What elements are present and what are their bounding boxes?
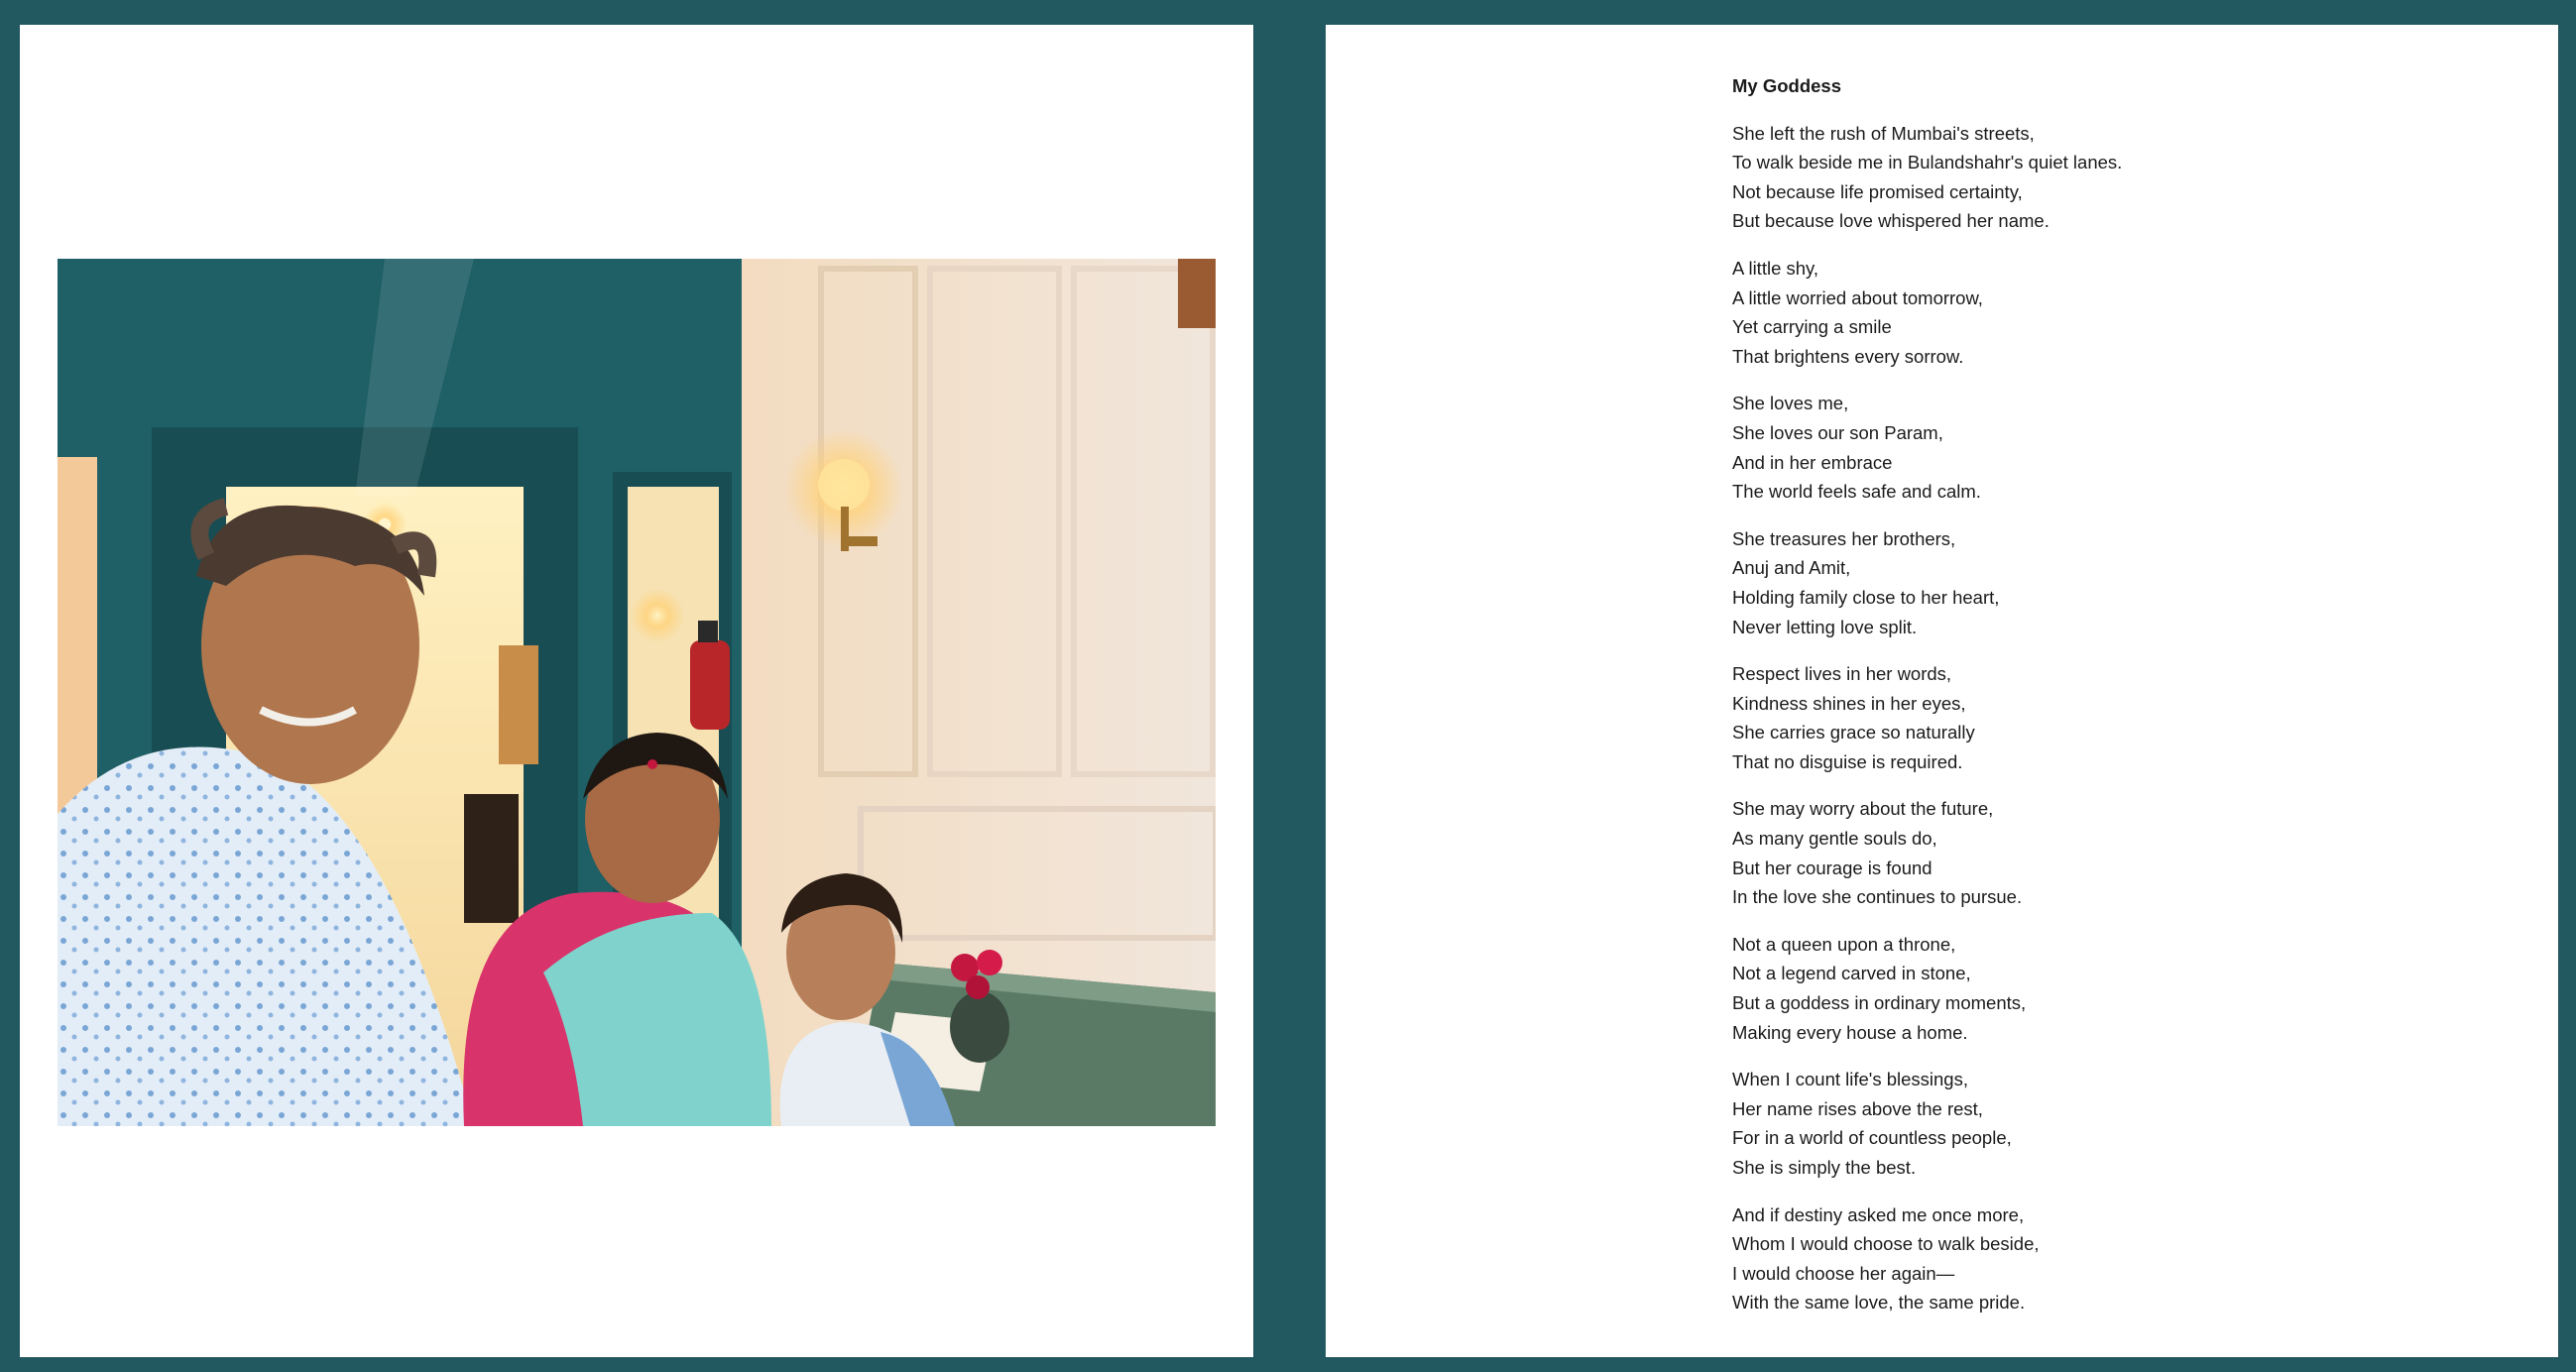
family-photo-illustration xyxy=(58,259,1216,1126)
poem-line: Her name rises above the rest, xyxy=(1732,1097,1983,1119)
poem-line: Yet carrying a smile xyxy=(1732,316,1892,338)
poem-line: And if destiny asked me once more, xyxy=(1732,1203,2025,1225)
stanza xyxy=(1732,524,2525,641)
poem-line: Holding family close to her heart, xyxy=(1732,586,2000,608)
poem-line: Never letting love split. xyxy=(1732,616,1918,637)
stanza xyxy=(1732,389,2525,506)
poem-line: Not a legend carved in stone, xyxy=(1732,963,1971,984)
poem-line: With the same love, the same pride. xyxy=(1732,1292,2026,1314)
stanza xyxy=(1732,254,2525,371)
poem-line: Whom I would choose to walk beside, xyxy=(1732,1233,2040,1255)
poem-line: To walk beside me in Bulandshahr's quiet lanes. xyxy=(1732,152,2123,173)
poem-line: She carries grace so naturally xyxy=(1732,722,1975,743)
poem-line: But her courage is found xyxy=(1732,857,1932,878)
poem-line: And in her embrace xyxy=(1732,451,1893,473)
poem-line: But a goddess in ordinary moments, xyxy=(1732,992,2027,1014)
poem-line: She left the rush of Mumbai's streets, xyxy=(1732,122,2035,144)
stanza xyxy=(1732,794,2525,911)
poem-page xyxy=(1326,25,2558,1357)
poem-line: Making every house a home. xyxy=(1732,1021,1968,1043)
poem-title: My Goddess xyxy=(1732,75,1841,96)
stanza xyxy=(1732,1065,2525,1182)
poem-line: As many gentle souls do, xyxy=(1732,828,1937,850)
poem-line: A little shy, xyxy=(1732,257,1819,279)
poem-line: When I count life's blessings, xyxy=(1732,1069,1968,1090)
poem-line: Not because life promised certainty, xyxy=(1732,180,2023,202)
poem-line: But because love whispered her name. xyxy=(1732,210,2049,232)
poem-line: That no disguise is required. xyxy=(1732,750,1963,772)
poem xyxy=(1732,71,2525,1335)
poem-line: She is simply the best. xyxy=(1732,1157,1917,1178)
poem-line: She loves our son Param, xyxy=(1732,421,1943,443)
poem-line: She may worry about the future, xyxy=(1732,798,1994,820)
poem-line: For in a world of countless people, xyxy=(1732,1127,2012,1149)
poem-line: That brightens every sorrow. xyxy=(1732,345,1964,367)
poem-line: I would choose her again— xyxy=(1732,1262,1955,1284)
stanza xyxy=(1732,930,2525,1047)
family-photo xyxy=(58,259,1216,1126)
poem-line: Not a queen upon a throne, xyxy=(1732,933,1956,955)
poem-line: Respect lives in her words, xyxy=(1732,663,1952,685)
poem-line: Anuj and Amit, xyxy=(1732,557,1851,579)
stanza xyxy=(1732,659,2525,776)
poem-line: She treasures her brothers, xyxy=(1732,527,1956,549)
poem-line: The world feels safe and calm. xyxy=(1732,481,1981,503)
poem-line: A little worried about tomorrow, xyxy=(1732,286,1983,308)
poem-line: In the love she continues to pursue. xyxy=(1732,886,2023,908)
stanza xyxy=(1732,1200,2525,1317)
poem-line: Kindness shines in her eyes, xyxy=(1732,692,1966,714)
stanza xyxy=(1732,119,2525,236)
poem-line: She loves me, xyxy=(1732,393,1849,414)
photo-page xyxy=(20,25,1253,1357)
